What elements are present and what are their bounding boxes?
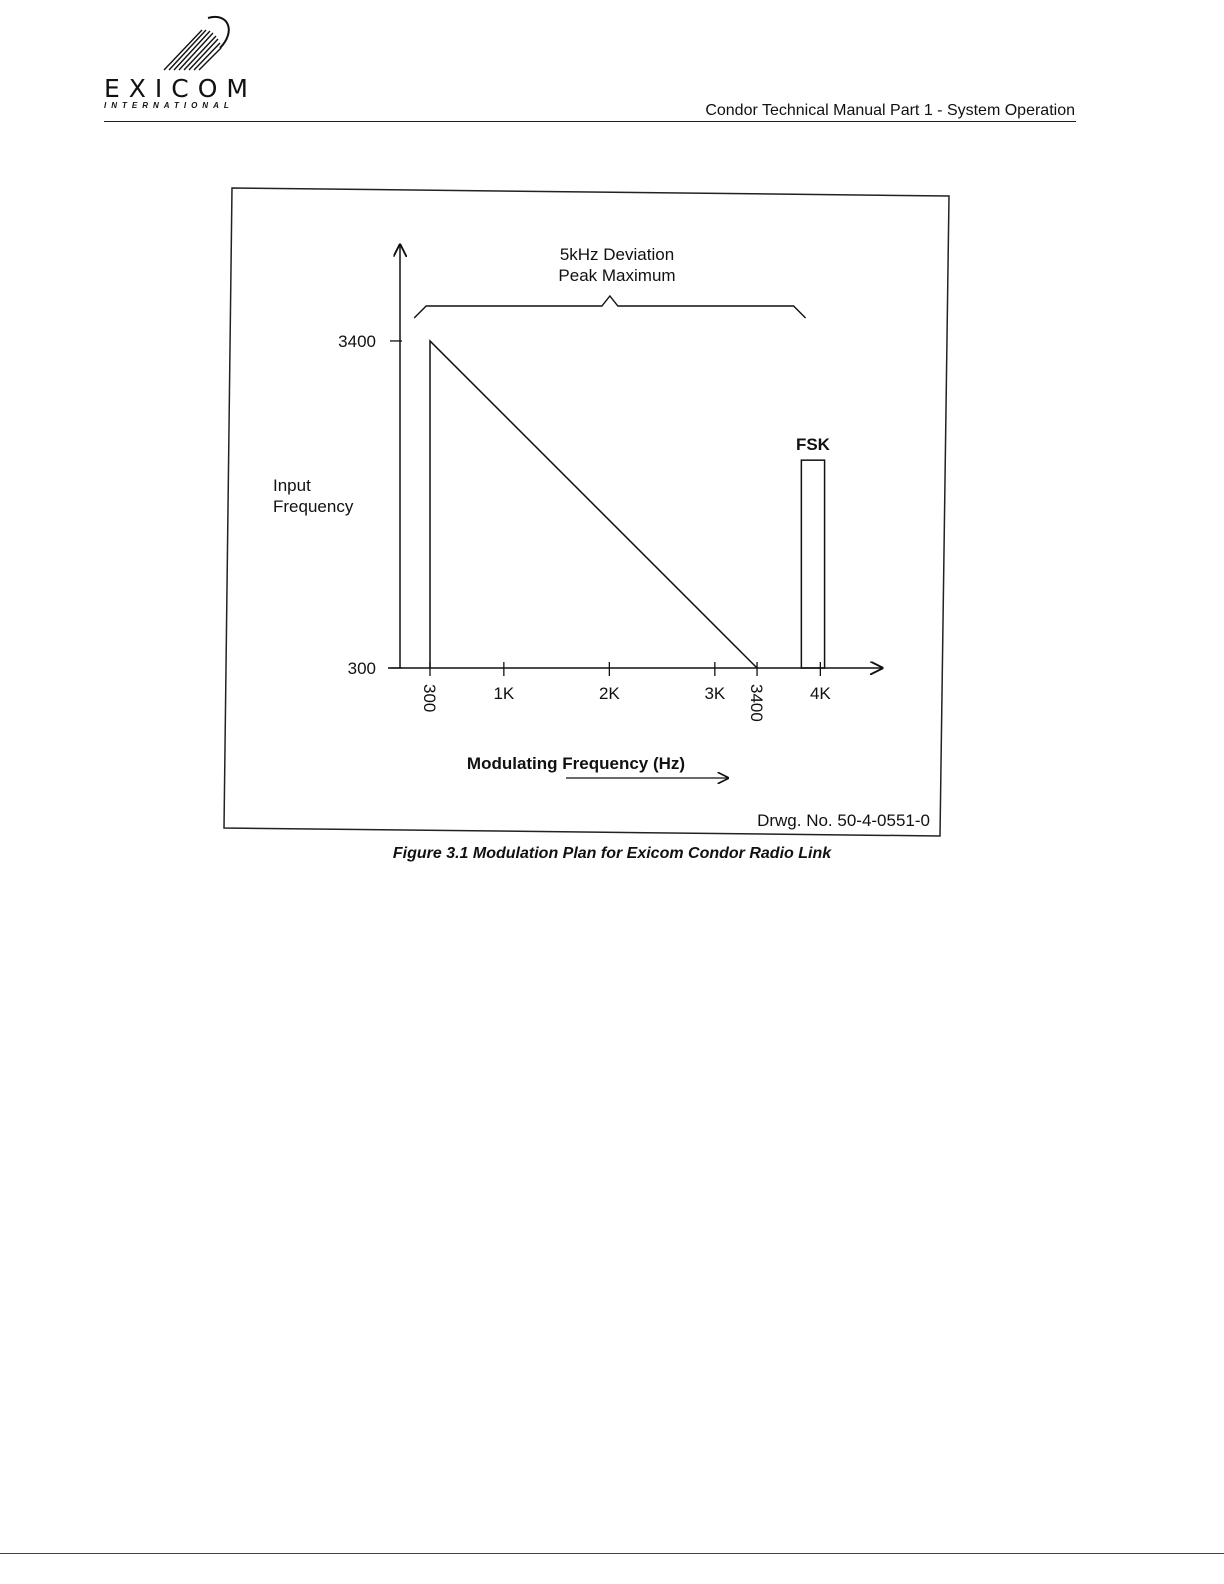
y-axis-label-line1: Input [273, 476, 311, 495]
x-tick-label: 300 [420, 684, 439, 713]
x-tick-label: 3K [704, 684, 726, 703]
y-tick-label: 3400 [338, 331, 376, 351]
logo-subtext: INTERNATIONAL [104, 101, 234, 110]
manual-title: Condor Technical Manual Part 1 - System Operation [705, 102, 1075, 119]
x-tick-label: 2K [598, 684, 620, 703]
x-tick-label: 4K [809, 684, 831, 703]
x-tick-label: 3400 [747, 684, 767, 722]
logo-text: EXICOM [104, 74, 257, 103]
drawing-number: Drwg. No. 50-4-0551-0 [757, 811, 930, 830]
x-axis-label: Modulating Frequency (Hz) [466, 754, 686, 773]
footer-divider [0, 1553, 1224, 1554]
fsk-block [801, 460, 824, 668]
deviation-label-line2: Peak Maximum [558, 266, 676, 285]
modulation-series-line [430, 341, 757, 668]
fsk-label: FSK [795, 435, 830, 455]
deviation-brace [414, 296, 805, 318]
deviation-label-line1: 5kHz Deviation [559, 245, 675, 264]
x-tick-label: 1K [493, 684, 515, 703]
y-axis-label-line2: Frequency [273, 497, 354, 516]
figure-caption: Figure 3.1 Modulation Plan for Exicom Condor Radio Link [392, 845, 832, 862]
y-tick-label: 300 [347, 659, 376, 678]
